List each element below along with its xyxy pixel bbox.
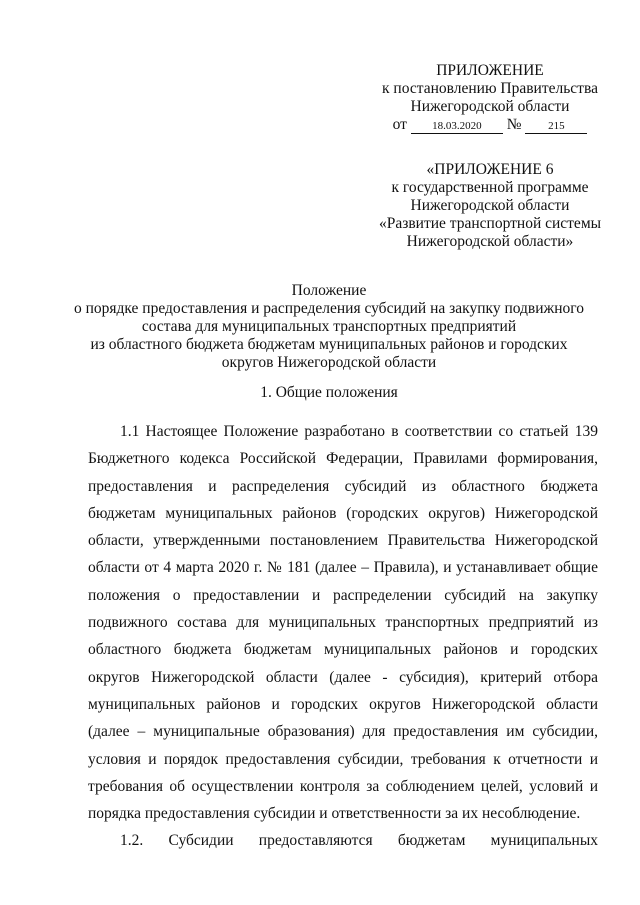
appendix-6-title: «ПРИЛОЖЕНИЕ 6	[426, 161, 554, 178]
title-line-2: о порядке предоставления и распределения субсидий на закупку подвижного	[73, 300, 585, 317]
paragraph-1-1: 1.1 Настоящее Положение разработано в соответствии со статьей 139 Бюджетного кодекса Российской Федерации, Правилами формирования, предоставления и распределения субсидий из областного бюджета бюджетам муниципальных районов (городских округов) Нижегородской области, утвержденными постановлением Правительства Нижегородской области от 4 марта 2020 г. № 181 (далее – Правила), и устанавливает общие положения о предоставлении и распределении субсидий на закупку подвижного состава для муниципальных транспортных предприятий из областного бюджета бюджетам муниципальных районов и городских округов Нижегородской области (далее - субсидия), критерий отбора муниципальных районов и городских округов Нижегородской области (далее – муниципальные образования) для предоставления им субсидии, условия и порядок предоставления субсидии, требования к отчетности и требования об осуществлении контроля за соблюдением целей, условий и порядка предоставления субсидии и ответственности за их несоблюдение.	[88, 423, 598, 823]
appendix-ref-line: к постановлению Правительства	[382, 80, 598, 97]
appendix-6-program-region: Нижегородской области»	[406, 233, 574, 250]
number-field: 215	[525, 119, 587, 134]
title-line-5: округов Нижегородской области	[221, 354, 437, 371]
appendix-header-program	[365, 161, 615, 251]
date-field: 18.03.2020	[411, 119, 503, 134]
document-body	[88, 418, 598, 855]
appendix-6-ref: к государственной программе	[391, 179, 589, 196]
appendix-header-resolution	[370, 62, 610, 134]
appendix-6-program-name: «Развитие транспортной системы	[378, 215, 602, 232]
title-line-1: Положение	[291, 282, 367, 299]
document-title	[60, 282, 598, 372]
from-label: от	[392, 116, 407, 133]
title-line-3: состава для муниципальных транспортных предприятий	[141, 318, 517, 335]
appendix-region-line: Нижегородской области	[410, 98, 570, 115]
appendix-date-line	[370, 116, 610, 134]
paragraph-1-2: 1.2. Субсидии предоставляются бюджетам муниципальных	[120, 832, 598, 850]
number-sign: №	[506, 116, 522, 133]
appendix-6-region: Нижегородской области	[410, 197, 570, 214]
appendix-title: ПРИЛОЖЕНИЕ	[436, 62, 544, 79]
title-line-4: из областного бюджета бюджетам муниципальных районов и городских	[90, 336, 568, 353]
section-heading: 1. Общие положения	[260, 384, 398, 401]
